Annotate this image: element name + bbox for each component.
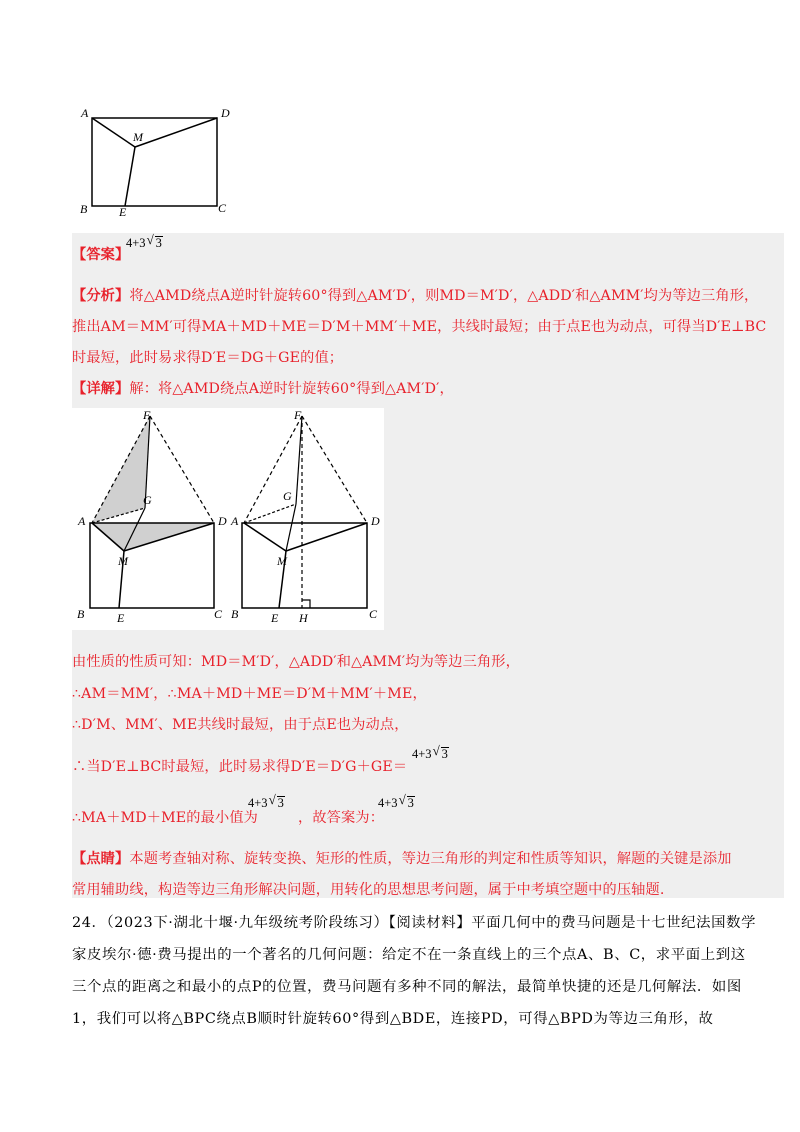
detail-text-1: 解：将△AMD绕点A逆时针旋转60°得到△AM′D′， — [129, 381, 454, 397]
solution-value-2 — [248, 796, 285, 811]
solution-line-4: ∴当D′E⊥BC时最短，此时易求得D′E＝D′G＋GE＝ — [72, 759, 408, 775]
solution-line-5-text-a: ∴MA＋MD＋ME的最小值为 — [72, 810, 258, 826]
solution-value-2-int: 4+3 — [248, 796, 268, 810]
solution-value-3 — [378, 796, 415, 811]
figure-rotation-diagrams — [72, 408, 384, 630]
fig3-label-h: H — [299, 611, 308, 625]
question24-line-1: 24．（2023下·湖北十堰·九年级统考阶段练习）【阅读材料】平面几何中的费马问题是十七世纪法国数学 — [72, 915, 757, 931]
fig3-label-c: C — [369, 607, 378, 621]
answer-value-int: 4+3 — [126, 236, 146, 250]
fig3-label-g: G — [283, 489, 292, 503]
label-e: E — [119, 205, 127, 219]
label-a: A — [81, 106, 89, 120]
label-b: B — [80, 202, 88, 216]
analysis-line-3: 时最短，此时易求得D′E＝DG＋GE的值； — [72, 350, 344, 366]
figure-rectangle-abcd — [72, 100, 242, 220]
solution-value-3-radical: √ 3 — [407, 796, 415, 809]
fig3-label-b: B — [231, 607, 239, 621]
label-m: M — [133, 130, 143, 144]
comment-line-2: 常用辅助线，构造等边三角形解决问题，用转化的思想思考问题，属于中考填空题中的压轴题. — [72, 882, 665, 898]
fig2-label-c: C — [214, 607, 223, 621]
fig3-label-e: E — [271, 611, 279, 625]
answer-value-radical: √ 3 — [155, 236, 163, 249]
solution-value-3-int: 4+3 — [378, 796, 398, 810]
analysis-line-1 — [72, 286, 758, 306]
fig3-label-m: M — [277, 554, 287, 568]
label-c: C — [218, 201, 227, 215]
solution-value-2-radical: √ 3 — [277, 796, 285, 809]
solution-value-1 — [412, 747, 449, 762]
fig2-label-m: M — [118, 554, 128, 568]
answer-value — [126, 236, 163, 251]
solution-line-1: 由性质的性质可知：MD＝M′D′，△ADD′和△AMM′均为等边三角形， — [72, 654, 520, 670]
question24-line-3: 三个点的距离之和最小的点P的位置，费马问题有多种不同的解法，最简单快捷的还是几何解法．如图 — [72, 979, 742, 995]
fig2-label-a: A — [78, 514, 86, 528]
detail-tag: 【详解】 — [72, 381, 130, 397]
solution-line-5-text-b: ，故答案为： — [298, 810, 385, 826]
label-d: D — [221, 106, 230, 120]
solution-line-5 — [72, 808, 384, 828]
analysis-text-1: 将△AMD绕点A逆时针旋转60°得到△AM′D′，则MD＝M′D′，△ADD′和△AMM′均为等边三角形， — [129, 288, 759, 304]
answer-line — [72, 245, 129, 265]
fig3-label-f: F — [294, 408, 302, 422]
comment-tag: 【点睛】 — [72, 851, 130, 867]
solution-line-2: ∴AM＝MM′，∴MA＋MD＋ME＝D′M＋MM′＋ME， — [72, 686, 427, 702]
comment-text-1: 本题考查轴对称、旋转变换、矩形的性质，等边三角形的判定和性质等知识，解题的关键是添加 — [129, 851, 732, 867]
solution-value-1-radical: √ 3 — [441, 747, 449, 760]
fig2-label-f: F — [143, 408, 151, 422]
detail-line-1 — [72, 379, 454, 399]
fig2-label-e: E — [117, 611, 125, 625]
solution-line-3: ∴D′M、MM′、ME共线时最短，由于点E也为动点， — [72, 717, 409, 733]
analysis-tag: 【分析】 — [72, 288, 130, 304]
solution-value-1-int: 4+3 — [412, 747, 432, 761]
answer-tag: 【答案】 — [72, 247, 130, 263]
comment-line-1 — [72, 849, 732, 869]
fig3-label-a: A — [231, 514, 239, 528]
fig2-label-d: D — [218, 514, 227, 528]
question24-line-4: 1，我们可以将△BPC绕点B顺时针旋转60°得到△BDE，连接PD，可得△BPD为等边三角形，故 — [72, 1011, 714, 1027]
fig2-label-g: G — [143, 493, 152, 507]
fig3-label-d: D — [371, 514, 380, 528]
analysis-line-2: 推出AM＝MM′可得MA＋MD＋ME＝D′M＋MM′＋ME，共线时最短；由于点E也为动点，可得当D′E⊥BC — [72, 319, 767, 335]
fig2-label-b: B — [77, 607, 85, 621]
question24-line-2: 家皮埃尔·德·费马提出的一个著名的几何问题：给定不在一条直线上的三个点A、B、C，求平面上到这 — [72, 947, 746, 963]
